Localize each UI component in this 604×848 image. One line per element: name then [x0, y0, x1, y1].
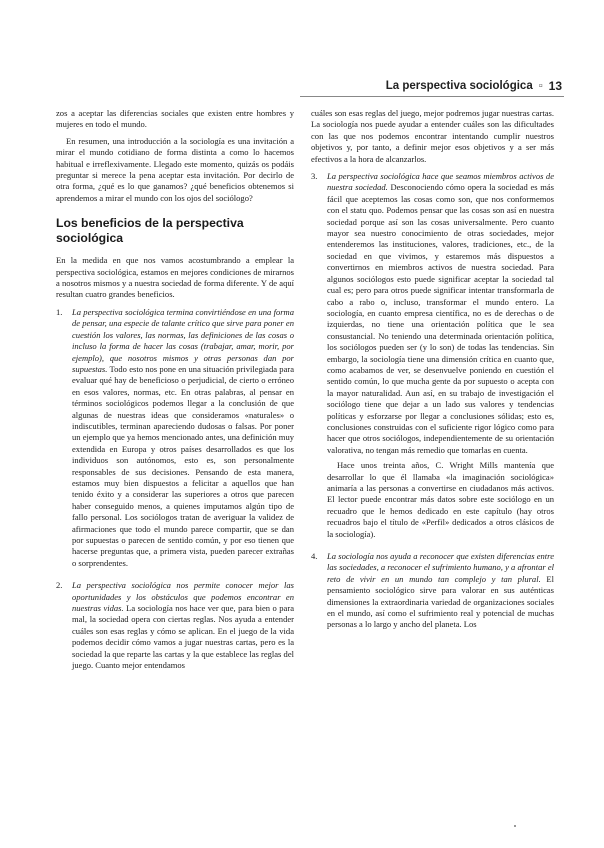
continuation-paragraph: cuáles son esas reglas del juego, mejor podremos jugar nuestras cartas. La sociología nos puede ayudar a entender cuáles son las dificultades con las que nos podemos encontrar intentando cumplir nuestros objetivos y, por tanto, a definir mejor esos objetivos y a ser más efectivos a la hora de alcanzarlos. — [311, 108, 554, 164]
list-item-lead: La perspectiva sociológica nos permite conocer mejor las oportunidades y los obstáculos que podemos encontrar en nuestras vidas. — [72, 580, 294, 614]
list-item-body — [327, 551, 554, 631]
section-title: La perspectiva sociológica — [385, 80, 533, 92]
list-item-paragraph: Hace unos treinta años, C. Wright Mills mantenía que desarrollar lo que él llamaba «la imaginación sociológica» animaría a las personas a convertirse en ciudadanos más activos. El lector puede encontrar más datos sobre este sociólogo en un recuadro que le hemos dedicado en este capítulo (hay otros recuadros bajo el título de «Perfil» dedicados a otros clásicos de la sociología). — [327, 460, 554, 539]
list-item-body — [72, 580, 294, 671]
continuation-paragraph: zos a aceptar las diferencias sociales que existen entre hombres y mujeres en todo el mundo. — [56, 108, 294, 130]
left-column — [56, 108, 294, 682]
list-item-number: 4. — [311, 551, 318, 562]
list-item-2 — [56, 580, 294, 675]
list-item-number: 1. — [56, 306, 63, 317]
list-item-body — [327, 171, 554, 456]
list-item-lead: La sociología nos ayuda a reconocer que existen diferencias entre las sociedades, a reconocer el sufrimiento humano, y a afrontar el reto de vivir en un mundo tan complejo y tan plural. — [327, 551, 554, 584]
list-item-text: La sociología nos hace ver que, para bien o para mal, la sociedad opera con ciertas reglas. Nos ayuda a entender cuáles son esas reglas y cómo se aplican. En el juego de la vida podemos decidir cómo vamos a jugar nuestras cartas, pero es la sociedad la que reparte las cartas y la que establece las reglas del juego. Cuanto mejor entendamos — [72, 603, 294, 671]
right-column — [311, 108, 554, 642]
scan-speck — [514, 825, 516, 827]
list-item-lead: La perspectiva sociológica hace que seamos miembros activos de nuestra sociedad. — [327, 171, 554, 193]
intro-paragraph: En resumen, una introducción a la sociología es una invitación a mirar el mundo cotidiano de forma distinta a como lo hacemos habitual e irreflexivamente. Llegado este momento, quizás os podáis preguntar si merece la pena aceptar esta invitación. Por decirlo de otra forma, ¿qué es lo que ganamos? ¿qué beneficios obtenemos si aprendemos a mirar el mundo con los ojos del sociólogo? — [56, 135, 294, 203]
list-item-lead: La perspectiva sociológica termina convirtiéndose en una forma de pensar, una especie de talante crítico que sirve para poner en cuestión los valores, las normas, las definiciones de las cosas o incluso la forma de hacer las cosas (trabajar, amar, morir, por ejemplo), que nosotros mismos y otras personas dan por supuestas. — [72, 306, 294, 374]
list-item-1 — [56, 307, 294, 573]
list-item-number: 3. — [311, 171, 318, 182]
list-item-text: Desconociendo cómo opera la sociedad es más fácil que aceptemos las cosas como son, que nos conformemos con el statu quo. Podemos pensar que las cosas son así en nuestra sociedad porque así son las cosas universalmente. Pero cuanto mayor sea nuestro conocimiento de otras sociedades, mejor entenderemos las instituciones, valores, tradiciones, etc., de la sociedad en que vivimos, y estaremos más dispuestos a convertirnos en miembros activos de nuestra sociedad. Para algunos sociólogos esto puede significar aceptar la sociedad tal cual es; pero para otros puede significar intentar transformarla de cabo a rabo o, incluso, transformar el mundo entero. La sociología, en cuanto empresa científica, no es de derechas o de izquierdas, no tiene una orientación política que le sea consustancial. No teniendo una determinada orientación política, los sociólogos pueden ser (y lo son) de todas las tendencias. Sin embargo, la sociología tiene una dimensión crítica en cuanto que, como acabamos de ver, se desenvuelve poniendo en cuestión el sentido común, lo que mucha gente da por supuesto o acepta con la mayor naturalidad. Aun así, en su trabajo de investigación el sociólogo tiene que dejar a un lado sus valores y tendencias políticas y esforzarse por llegar a conclusiones sólidas; esto es, conclusiones construidas con el suficiente rigor lógico como para hacer que otros sociólogos, independientemente de su orientación valorativa, no tengan más remedio que tomarlas en cuenta. — [327, 182, 554, 455]
list-item-number: 2. — [56, 580, 63, 591]
section-intro-paragraph: En la medida en que nos vamos acostumbrando a emplear la perspectiva sociológica, estamos en mejores condiciones de mirarnos a nosotros mismos y a nuestra sociedad de forma diferente. Y de aquí resultan cuatro grandes beneficios. — [56, 255, 294, 300]
section-heading: Los beneficios de la perspectiva sociológica — [56, 216, 244, 246]
list-item-text: El pensamiento sociológico sirve para valorar en sus auténticas dimensiones la extraordinaria variedad de organizaciones sociales en el mundo, así como el sufrimiento real y potencial de muchas personas a lo largo y ancho del planeta. Los — [327, 573, 554, 630]
separator-icon: ▫ — [538, 80, 543, 92]
page-number: 13 — [548, 79, 562, 93]
list-item-text: Todo esto nos pone en una situación privilegiada para evaluar qué hay de beneficioso o perjudicial, de cierto o erróneo en esos valores, normas, etc. En otras palabras, al pensar en términos sociológicos podemos llegar a la conclusión de que algunas de nuestras ideas que consideramos «naturales» o indiscutibles, terminan apareciendo dudosas o falsas. Por poner un ejemplo que ya hemos mencionado antes, una definición muy extendida en Europa y otros países desarrollados es que los individuos son autónomos, esto es, son personalmente responsables de sus decisiones. Pensando de esta manera, estamos muy bien dispuestos a felicitar a aquellos que han tenido éxito y a considerar las superiores a otros que parecen haber conseguido menos, a quienes imputamos algún tipo de fallo personal. Los sociólogos tratan de averiguar la validez de afirmaciones que todo el mundo parece compartir, que se dan por supuestas o parecen de sentido común, y por eso tienen que hacerse preguntas que, a primera vista, pueden parecer extrañas o sorprendentes. — [72, 363, 294, 568]
running-header — [300, 78, 562, 94]
list-item-body — [72, 307, 294, 569]
header-rule — [300, 96, 564, 97]
list-item-4 — [311, 551, 554, 635]
list-item-3 — [311, 171, 554, 544]
